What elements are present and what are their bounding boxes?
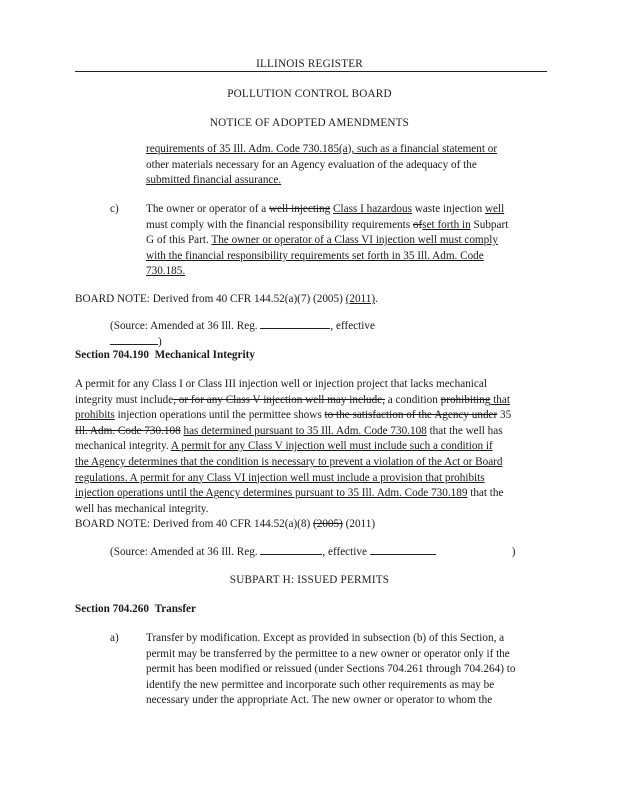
text-run: waste injection <box>411 203 485 215</box>
text-line: Transfer by modification. Except as provided in subsection (b) of this Section, a <box>146 632 505 644</box>
item-c-label: c) <box>110 203 119 215</box>
text-line: permit may be transferred by the permittee to a new owner or operator only if the <box>146 647 510 660</box>
text-run: Subpart <box>470 218 509 231</box>
text-run: a condition <box>385 393 441 406</box>
text-line: permit has been modified or reissued (under Sections 704.261 through 704.264) to <box>146 663 516 676</box>
inserted-text: regulations. A permit for any Class VI injection well must include a provision that prohibits <box>75 471 485 484</box>
text-line: identify the new permittee and incorporate such other requirements as may be <box>146 678 495 691</box>
text-run: The owner or operator of a <box>146 203 270 215</box>
section-heading-260 <box>75 602 196 618</box>
text-run: G of this Part. <box>146 234 212 247</box>
section-number: Section 704.260 <box>75 603 149 615</box>
deleted-text: of <box>412 218 423 231</box>
text-line: necessary under the appropriate Act. The new owner or operator to whom the <box>146 694 493 707</box>
inserted-text: Class I hazardous <box>333 203 412 215</box>
blank-line <box>110 335 158 345</box>
text-run: that the well has <box>426 424 503 437</box>
blank-space <box>378 320 526 329</box>
carry-line-1: requirements of 35 Ill. Adm. Code 730.185(a), such as a financial statement or <box>146 143 498 155</box>
carry-line-2: other materials necessary for an Agency evaluation of the adequacy of the <box>146 158 477 171</box>
source-note-1 <box>110 319 550 350</box>
register-title: ILLINOIS REGISTER <box>256 58 363 70</box>
section-number: Section 704.190 <box>75 349 149 361</box>
text-run: well has mechanical integrity. <box>75 502 209 515</box>
carry-line-3: submitted financial assurance. <box>146 174 282 187</box>
inserted-text: prohibits <box>75 409 115 422</box>
text-run: ) <box>511 546 516 558</box>
inserted-text: that <box>490 393 510 406</box>
inserted-text: The owner or operator of a Class VI injection well must comply <box>211 234 498 247</box>
text-run: 35 <box>497 409 512 422</box>
header-rule <box>75 71 547 72</box>
text-run: A permit for any Class I or Class III injection well or injection project that lacks mechanical <box>75 378 487 390</box>
text-run: . <box>375 293 378 305</box>
text-run: integrity must include <box>75 393 174 406</box>
notice-title: NOTICE OF ADOPTED AMENDMENTS <box>209 117 410 129</box>
deleted-text: to the satisfaction of the Agency under <box>324 409 498 422</box>
blank-line <box>260 319 330 329</box>
section-title: Mechanical Integrity <box>154 349 255 361</box>
inserted-text: well <box>484 203 505 215</box>
deleted-text: , or for any Class V injection well may include, <box>173 393 385 406</box>
text-run: (Source: Amended at 36 Ill. Reg. <box>110 546 261 558</box>
deleted-text: (2005) <box>313 518 343 530</box>
inserted-text: has determined pursuant to 35 Ill. Adm. Code 730.108 <box>183 424 427 437</box>
text-run: , effective <box>322 546 370 558</box>
inserted-text: 730.185. <box>146 265 186 278</box>
source-note-2 <box>110 545 550 561</box>
blank-space <box>436 546 512 555</box>
inserted-text: set forth in <box>422 218 471 231</box>
deleted-text: well injecting <box>269 203 331 215</box>
inserted-text: injection operations until the Agency determines pursuant to 35 Ill. Adm. Code 730.189 <box>75 487 468 500</box>
item-a-label: a) <box>110 632 119 644</box>
text-run: mechanical integrity. <box>75 440 171 453</box>
inserted-text: with the financial responsibility requirements set forth in 35 Ill. Adm. Code <box>146 249 484 262</box>
text-run: BOARD NOTE: Derived from 40 CFR 144.52(a)(8) <box>75 518 314 530</box>
subpart-heading: SUBPART H: ISSUED PERMITS <box>229 574 390 586</box>
section-title: Transfer <box>154 603 196 615</box>
deleted-text: prohibiting <box>440 393 491 406</box>
board-title: POLLUTION CONTROL BOARD <box>227 88 392 100</box>
text-run: (2011) <box>342 518 376 530</box>
text-run: BOARD NOTE: Derived from 40 CFR 144.52(a)(7) (2005) <box>75 293 346 305</box>
text-run: ) <box>158 335 162 348</box>
item-a-text <box>146 631 566 709</box>
carryover-text <box>146 142 566 189</box>
blank-line <box>260 545 322 555</box>
inserted-text: the Agency determines that the condition is necessary to prevent a violation of the Act or Board <box>75 455 503 468</box>
text-run: that the <box>467 487 504 500</box>
board-note-2 <box>75 517 555 533</box>
inserted-text: (2011) <box>345 293 376 305</box>
board-note-1 <box>75 292 555 308</box>
inserted-text: A permit for any Class V injection well must include such a condition if <box>170 440 493 453</box>
text-run: (Source: Amended at 36 Ill. Reg. <box>110 320 261 332</box>
section-190-paragraph <box>75 377 555 517</box>
item-c-text <box>146 202 566 280</box>
deleted-text: Ill. Adm. Code 730.108 <box>75 424 181 437</box>
text-run: must comply with the financial responsibility requirements <box>146 218 413 231</box>
section-heading-190 <box>75 348 255 364</box>
text-run: injection operations until the permittee shows <box>114 409 325 422</box>
blank-line <box>370 545 436 555</box>
text-run: , effective <box>330 320 378 332</box>
